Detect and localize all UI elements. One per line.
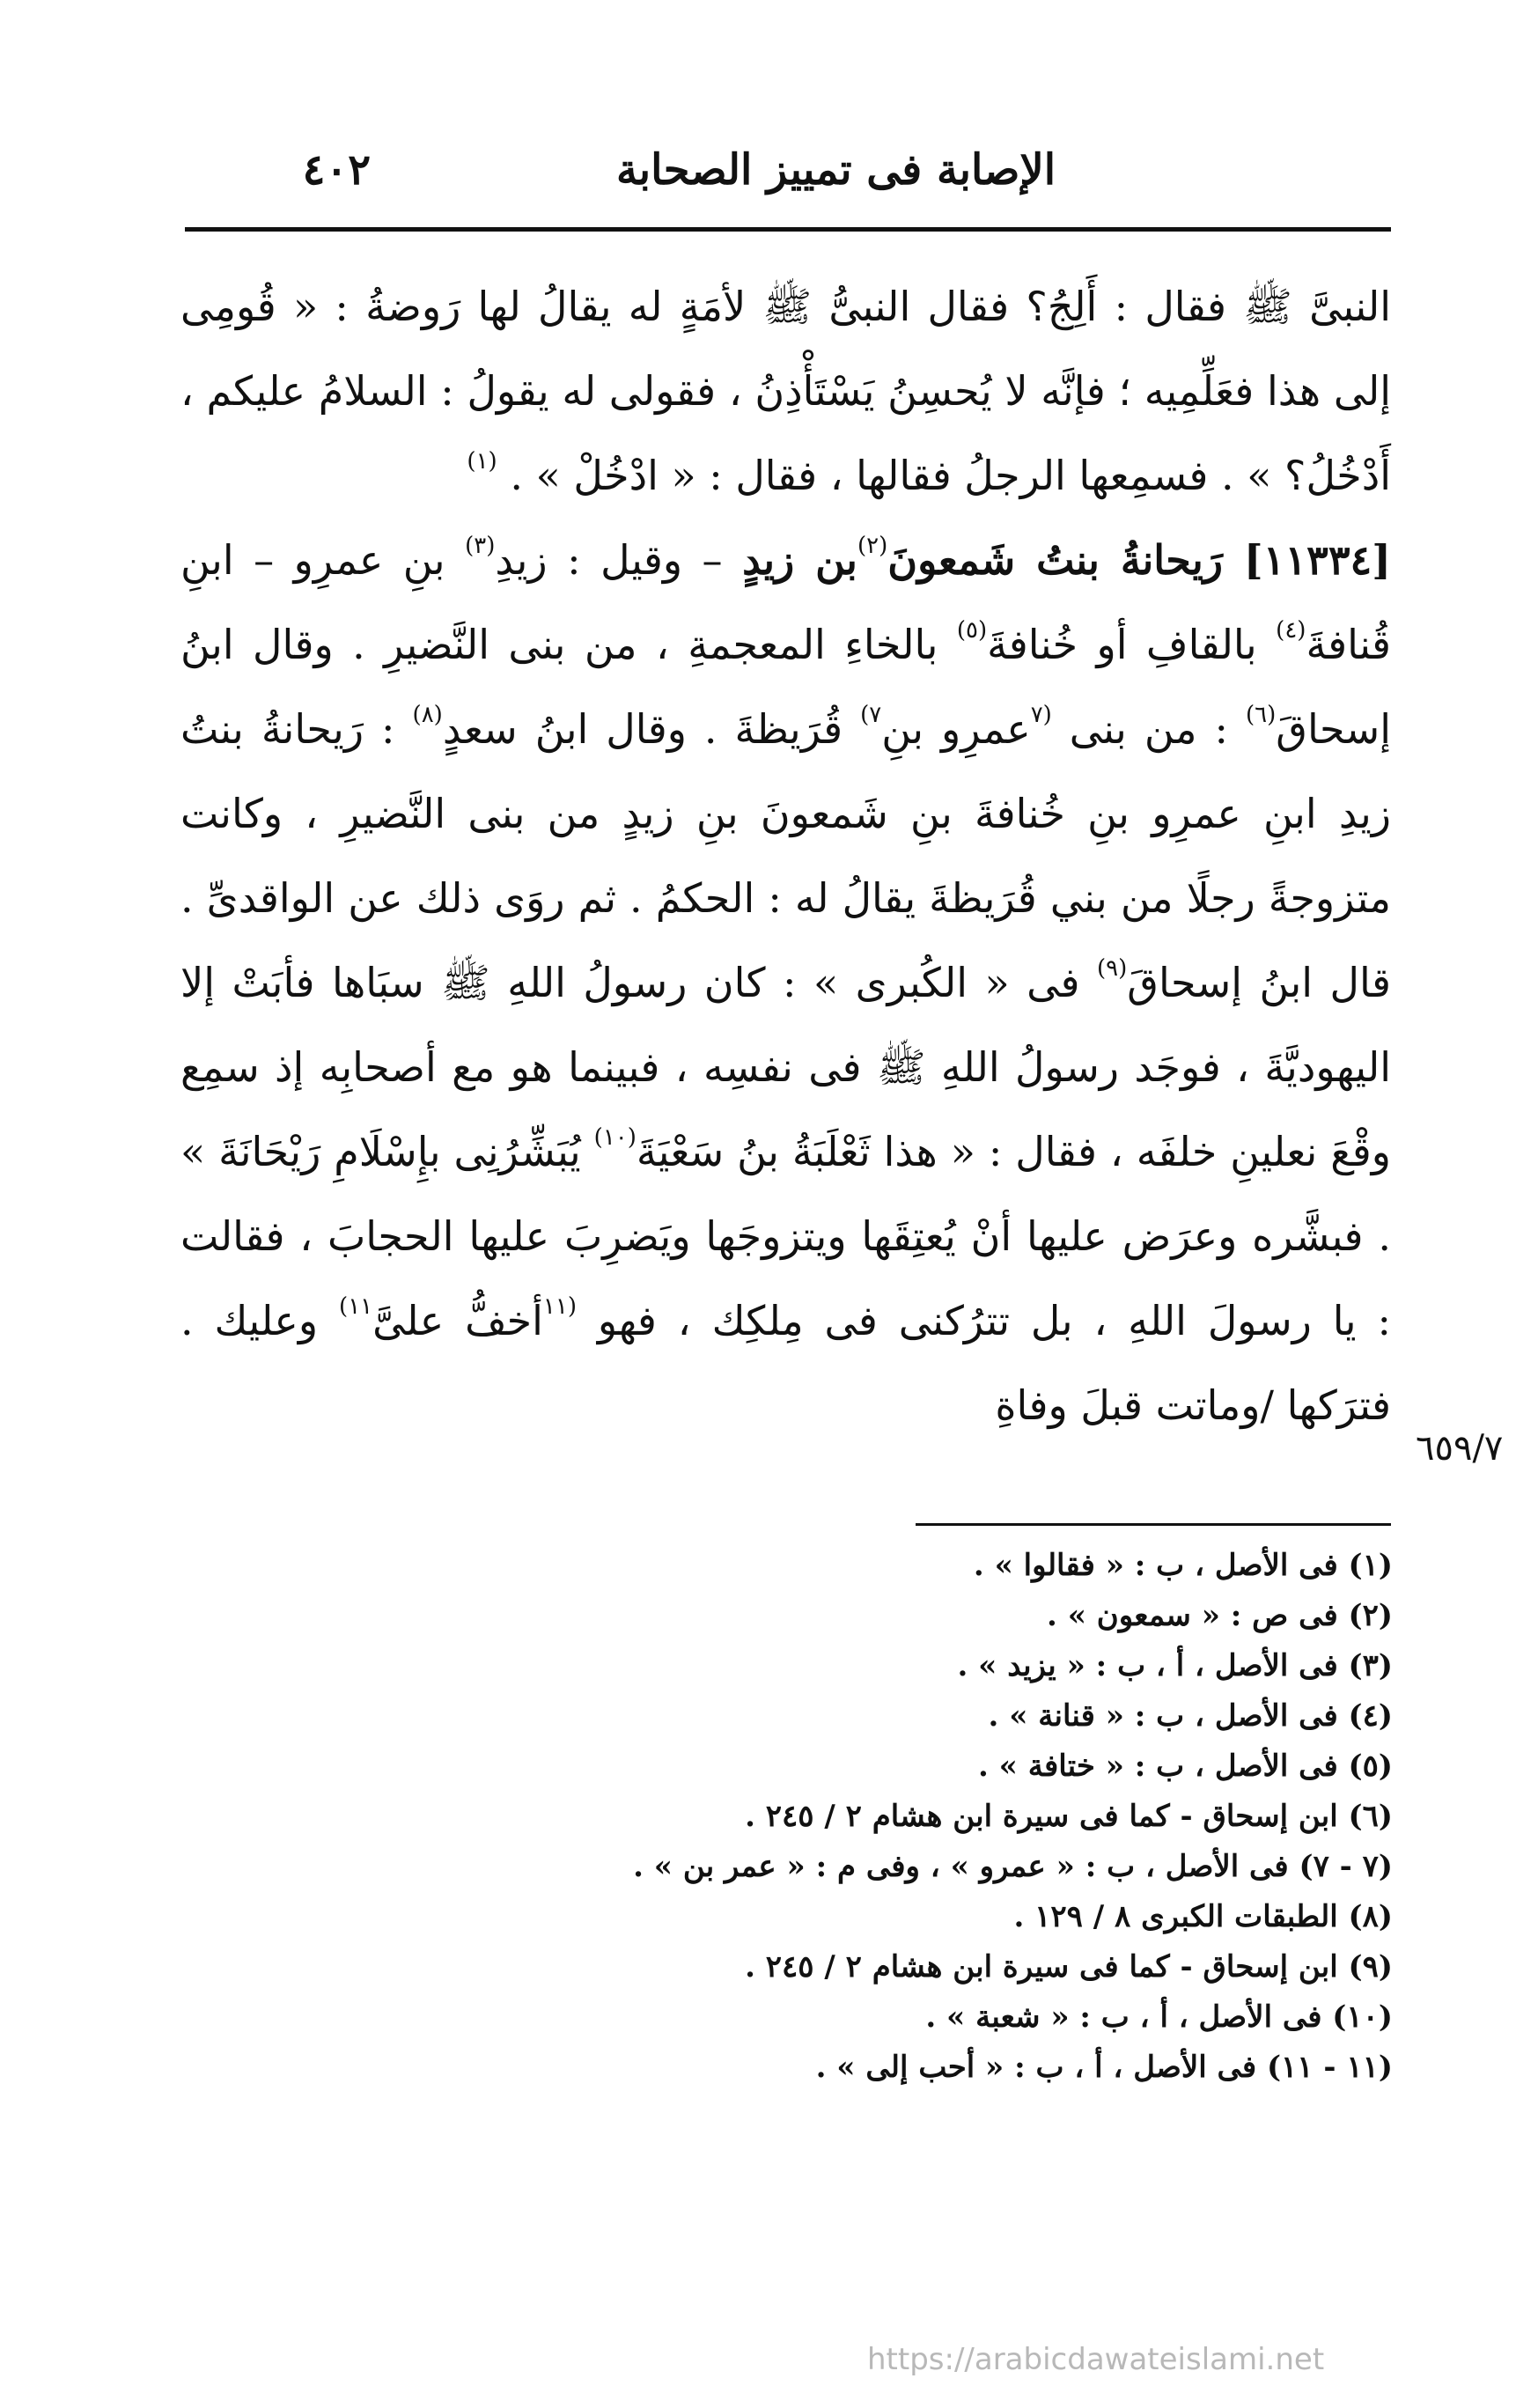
entry-heading: [١١٣٣٤] رَيحانةُ بنتُ شَمعونَ xyxy=(887,536,1392,584)
footnote-ref-4: (٤) xyxy=(1276,617,1306,644)
footnote-ref-8: (٨) xyxy=(412,702,443,728)
footnote-ref-7-close: ٧) xyxy=(860,702,882,728)
footnotes xyxy=(336,1541,1393,2093)
entry-text: بالقافِ أو خُنافةَ xyxy=(987,621,1277,668)
entry-text: بنِ عمرِو – ابنِ قُنافةَ xyxy=(180,536,1391,668)
footnote-ref-6: (٦) xyxy=(1245,702,1277,728)
paragraph-1-text: النبىَّ ﷺ فقال : أَلِجُ؟ فقال النبىُّ ﷺ لأمَةٍ له يقالُ لها رَوضةُ : « قُومِى إلى هذا فعَلِّمِيه ؛ فإنَّه لا يُحسِنُ يَسْتَأْذِنُ ، فقولى له يقولُ : السلامُ عليكم ، أَدْخُلُ؟ » . فسمِعها الرجلُ فقالها ، فقال : « ادْخُلْ » . xyxy=(180,283,1391,499)
footnote-8: (٨) الطبقات الكبرى ٨ / ١٢٩ . xyxy=(1013,1899,1393,1934)
entry-text: قُرَيظةَ . وقال ابنُ سعدٍ xyxy=(442,705,861,753)
footnote-3: (٣) فى الأصل ، أ ، ب : « يزيد » . xyxy=(957,1648,1393,1683)
header-divider xyxy=(185,227,1391,232)
footnote-6: (٦) ابن إسحاق - كما فى سيرة ابن هشام ٢ / ٢٤٥ . xyxy=(745,1799,1393,1834)
entry-text: عمرِو بنِ xyxy=(881,705,1031,753)
footnote-4: (٤) فى الأصل ، ب : « قنانة » . xyxy=(988,1698,1393,1734)
entry-text: فى « الكُبرى » : كان رسولُ اللهِ ﷺ سبَاها فأبَتْ إلا اليهوديَّةَ ، فوجَد رسولُ اللهِ ﷺ فى نفسِه ، فبينما هو مع أصحابِه إذ سمِع وقْعَ نعلينِ خلفَه ، فقال : « هذا ثَعْلَبَةُ بنُ سَعْيَةَ xyxy=(180,959,1391,1175)
watermark-url: https://arabicdawateislami.net xyxy=(867,2342,1325,2377)
footnote-ref-5: (٥) xyxy=(956,617,988,644)
footnote-7: (٧ - ٧) فى الأصل ، ب : « عمرو » ، وفى م : « عمر بن » . xyxy=(633,1849,1393,1884)
footnote-10: (١٠) فى الأصل ، أ ، ب : « شعبة » . xyxy=(925,1999,1393,2035)
footnote-ref-11-close: ١١) xyxy=(339,1293,373,1320)
footnote-ref-10: (١٠) xyxy=(593,1124,637,1151)
entry-text: بالخاءِ المعجمةِ ، من بنى النَّضيرِ . وقال ابنُ إسحاقَ xyxy=(180,621,1391,753)
paragraph-1 xyxy=(180,264,1391,518)
footnote-divider xyxy=(916,1523,1391,1526)
margin-reference: ٦٥٩/٧ xyxy=(1416,1428,1504,1469)
footnote-1: (١) فى الأصل ، ب : « فقالوا » . xyxy=(973,1548,1393,1583)
entry-text: : من بنى xyxy=(1051,705,1246,753)
entry-text: أخفُّ علىَّ xyxy=(372,1297,543,1344)
footnote-9: (٩) ابن إسحاق - كما فى سيرة ابن هشام ٢ / ٢٤٥ . xyxy=(745,1949,1393,1985)
running-title: الإصابة فى تمييز الصحابة xyxy=(616,145,1056,195)
entry-heading-cont: بن زيدٍ xyxy=(742,536,857,584)
footnote-ref-3: (٣) xyxy=(465,533,496,559)
footnote-5: (٥) فى الأصل ، ب : « ختافة » . xyxy=(977,1749,1393,1784)
footnote-ref-7-open: (٧ xyxy=(1030,702,1052,728)
footnote-ref-11-open: (١١ xyxy=(542,1293,577,1320)
entry-text: وعليك . فترَكها /وماتت قبلَ وفاةِ xyxy=(180,1297,1391,1429)
page-number: ٤٠٢ xyxy=(302,145,371,195)
footnote-11: (١١ - ١١) فى الأصل ، أ ، ب : « أحب إلى » . xyxy=(815,2050,1393,2085)
entry-text: – وقيل : زيدِ xyxy=(495,536,743,584)
entry-text: : رَيحانةُ بنتُ زيدِ ابنِ عمرِو بنِ خُنافةَ بنِ شَمعونَ بنِ زيدٍ من بنى النَّضيرِ ، وكانت متزوجةً رجلًا من بني قُرَيظةَ يقالُ له : الحكمُ . ثم روَى ذلك عن الواقدىِّ . قال ابنُ إسحاقَ xyxy=(180,705,1391,1006)
footnote-ref-2: (٢) xyxy=(857,533,888,559)
footnote-2: (٢) فى ص : « سمعون » . xyxy=(1047,1598,1393,1633)
footnote-ref-9: (٩) xyxy=(1096,955,1128,982)
footnote-ref-1: (١) xyxy=(467,448,497,475)
main-text xyxy=(180,264,1391,1447)
entry-text: يُبَشِّرُنِى بإِسْلَامِ رَيْحَانَةَ » . فبشَّره وعرَض عليها أنْ يُعتِقَها ويتزوجَها ويَضرِبَ عليها الحجابَ ، فقالت : يا رسولَ اللهِ ، بل تترُكنى فى مِلكِك ، فهو xyxy=(180,1128,1391,1344)
entry-11334 xyxy=(180,518,1391,1447)
